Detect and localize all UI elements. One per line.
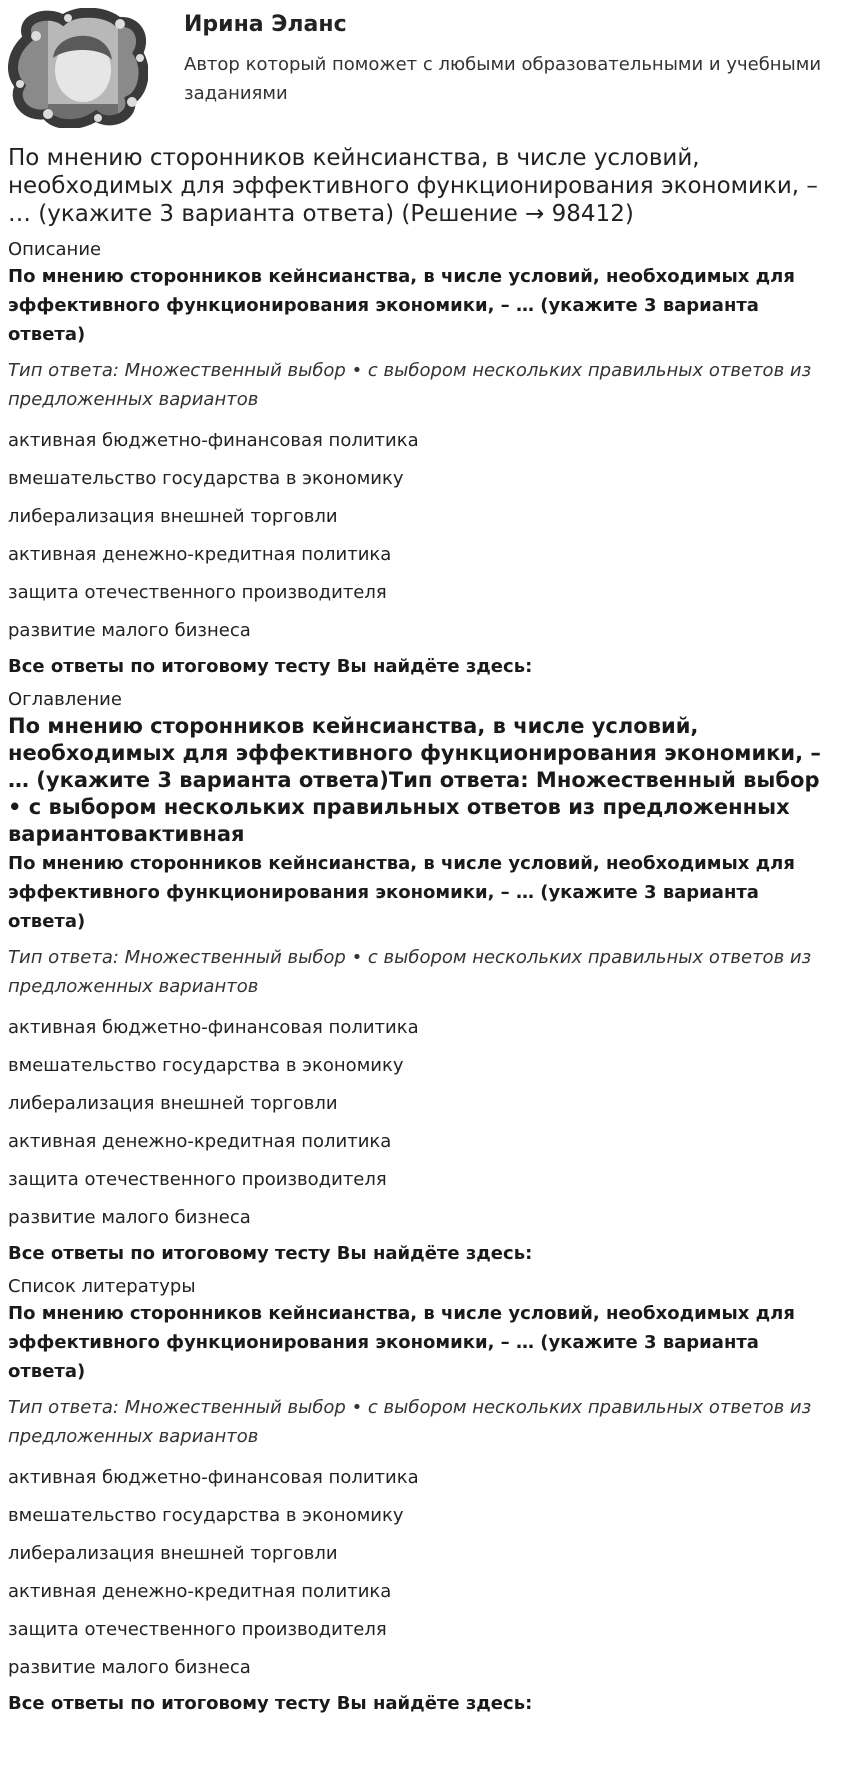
question-text: По мнению сторонников кейнсианства, в числе условий, необходимых для эффективного функционирования экономики, – … (укажите 3 варианта ответа) — [8, 853, 795, 932]
option-item: развитие малого бизнеса — [8, 1657, 251, 1678]
option-item: защита отечественного производителя — [8, 582, 387, 603]
answer-type: Тип ответа: Множественный выбор • с выбором нескольких правильных ответов из предложенных вариантов — [8, 1397, 812, 1447]
answers-note: Все ответы по итоговому тесту Вы найдёте здесь: — [8, 1243, 533, 1264]
author-description: Автор который поможет с любыми образовательными и учебными заданиями — [184, 54, 822, 104]
section-label-literature: Список литературы — [8, 1276, 196, 1297]
answer-type: Тип ответа: Множественный выбор • с выбором нескольких правильных ответов из предложенных вариантов — [8, 947, 812, 997]
author-card — [0, 0, 847, 136]
option-item: защита отечественного производителя — [8, 1169, 387, 1190]
option-item: вмешательство государства в экономику — [8, 468, 404, 489]
toc-heading: По мнению сторонников кейнсианства, в числе условий, необходимых для эффективного функционирования экономики, – … (укажите 3 варианта ответа)Тип ответа: Множественный выбор • с выбором нескольких правильных ответов из предложенных вариантовактивная — [8, 714, 821, 846]
section-label-description: Описание — [8, 239, 102, 260]
author-name[interactable]: Ирина Эланс — [184, 12, 347, 37]
answer-type: Тип ответа: Множественный выбор • с выбором нескольких правильных ответов из предложенных вариантов — [8, 360, 812, 410]
section-label-toc: Оглавление — [8, 689, 122, 710]
option-item: вмешательство государства в экономику — [8, 1505, 404, 1526]
option-item: активная бюджетно-финансовая политика — [8, 1467, 419, 1488]
option-item: либерализация внешней торговли — [8, 506, 338, 527]
option-item: защита отечественного производителя — [8, 1619, 387, 1640]
option-item: развитие малого бизнеса — [8, 620, 251, 641]
question-text: По мнению сторонников кейнсианства, в числе условий, необходимых для эффективного функционирования экономики, – … (укажите 3 варианта ответа) — [8, 266, 795, 345]
answers-note: Все ответы по итоговому тесту Вы найдёте здесь: — [8, 1693, 533, 1714]
option-item: развитие малого бизнеса — [8, 1207, 251, 1228]
option-item: активная денежно-кредитная политика — [8, 544, 392, 565]
main-content — [0, 144, 847, 1715]
author-avatar[interactable] — [8, 8, 148, 128]
answers-note: Все ответы по итоговому тесту Вы найдёте здесь: — [8, 656, 533, 677]
option-item: вмешательство государства в экономику — [8, 1055, 404, 1076]
page-title: По мнению сторонников кейнсианства, в числе условий, необходимых для эффективного функционирования экономики, – … (укажите 3 варианта ответа) (Решение → 98412) — [8, 145, 818, 227]
option-item: активная бюджетно-финансовая политика — [8, 1017, 419, 1038]
option-item: активная денежно-кредитная политика — [8, 1131, 392, 1152]
question-text: По мнению сторонников кейнсианства, в числе условий, необходимых для эффективного функционирования экономики, – … (укажите 3 варианта ответа) — [8, 1303, 795, 1382]
option-item: либерализация внешней торговли — [8, 1093, 338, 1114]
option-item: активная денежно-кредитная политика — [8, 1581, 392, 1602]
option-item: активная бюджетно-финансовая политика — [8, 430, 419, 451]
option-item: либерализация внешней торговли — [8, 1543, 338, 1564]
